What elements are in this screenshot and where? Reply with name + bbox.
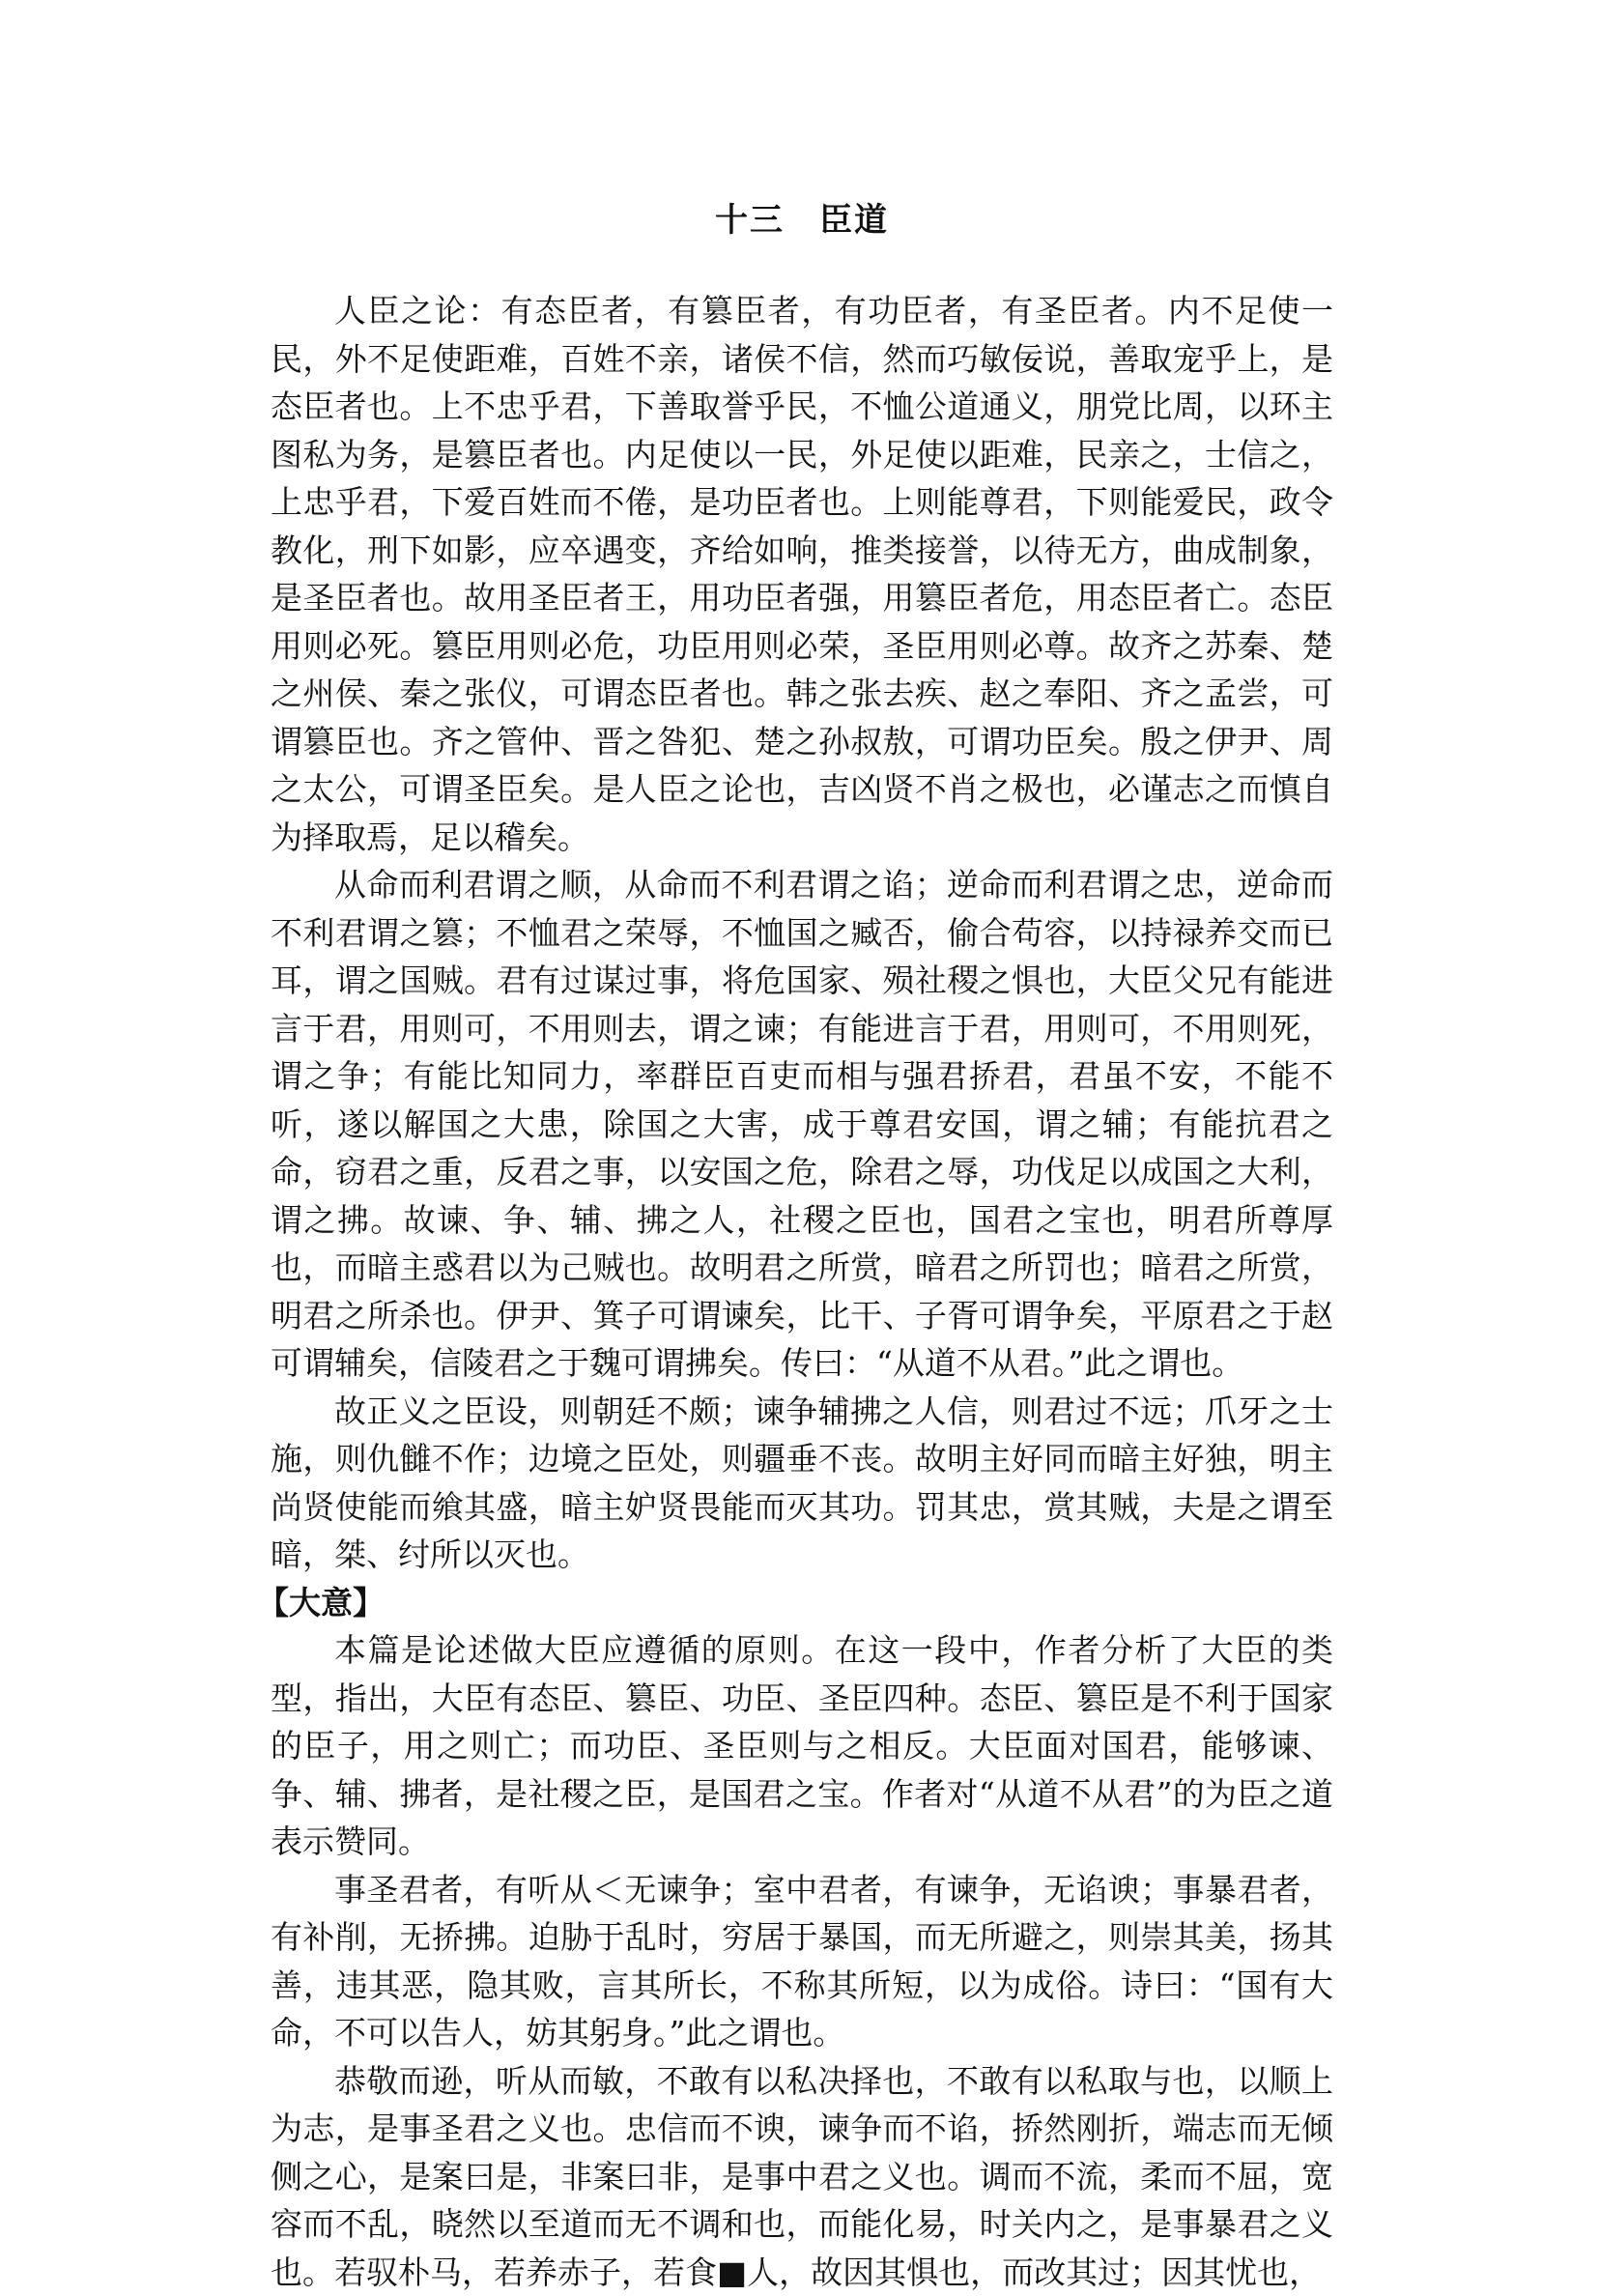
chapter-title: 十三 臣道 — [271, 200, 1333, 241]
section-heading: 【大意】 — [257, 1579, 1333, 1627]
paragraph: 事圣君者，有听从＜无谏争；室中君者，有谏争，无谄谀；事暴君者，有补削，无挢拂。迫胁于乱时，穷居于暴国，而无所避之，则崇其美，扬其善，违其恶，隐其败，言其所长，不称其所短，以为成俗。诗曰：“国有大命，不可以告人，妨其躬身。”此之谓也。 — [271, 1866, 1333, 2057]
paragraph: 恭敬而逊，听从而敏，不敢有以私决择也，不敢有以私取与也，以顺上为志，是事圣君之义也。忠信而不谀，谏争而不谄，挢然刚折，端志而无倾侧之心，是案曰是，非案曰非，是事中君之义也。调而不流，柔而不屈，宽容而不乱，晓然以至道而无不调和也，而能化易，时关内之，是事暴君之义也。若驭朴马，若养赤子，若食■人，故因其惧也，而改其过；因其忧也， — [271, 2057, 1333, 2296]
paragraph: 本篇是论述做大臣应遵循的原则。在这一段中，作者分析了大臣的类型，指出，大臣有态臣、篡臣、功臣、圣臣四种。态臣、篡臣是不利于国家的臣子，用之则亡；而功臣、圣臣则与之相反。大臣面对国君，能够谏、争、辅、拂者，是社稷之臣，是国君之宝。作者对“从道不从君”的为臣之道表示赞同。 — [271, 1626, 1333, 1866]
paragraph: 从命而利君谓之顺，从命而不利君谓之谄；逆命而利君谓之忠，逆命而不利君谓之篡；不恤君之荣辱，不恤国之臧否，偷合苟容，以持禄养交而已耳，谓之国贼。君有过谋过事，将危国家、殒社稷之惧也，大臣父兄有能进言于君，用则可，不用则去，谓之谏；有能进言于君，用则可，不用则死，谓之争；有能比知同力，率群臣百吏而相与强君挢君，君虽不安，不能不听，遂以解国之大患，除国之大害，成于尊君安国，谓之辅；有能抗君之命，窃君之重，反君之事，以安国之危，除君之辱，功伐足以成国之大利，谓之拂。故谏、争、辅、拂之人，社稷之臣也，国君之宝也，明君所尊厚也，而暗主惑君以为己贼也。故明君之所赏，暗君之所罚也；暗君之所赏，明君之所杀也。伊尹、箕子可谓谏矣，比干、子胥可谓争矣，平原君之于赵可谓辅矣，信陵君之于魏可谓拂矣。传曰：“从道不从君。”此之谓也。 — [271, 861, 1333, 1388]
paragraph: 人臣之论：有态臣者，有篡臣者，有功臣者，有圣臣者。内不足使一民，外不足使距难，百姓不亲，诸侯不信，然而巧敏佞说，善取宠乎上，是态臣者也。上不忠乎君，下善取誉乎民，不恤公道通义，朋党比周，以环主图私为务，是篡臣者也。内足使以一民，外足使以距难，民亲之，士信之，上忠乎君，下爱百姓而不倦，是功臣者也。上则能尊君，下则能爱民，政令教化，刑下如影，应卒遇变，齐给如响，推类接誉，以待无方，曲成制象，是圣臣者也。故用圣臣者王，用功臣者强，用篡臣者危，用态臣者亡。态臣用则必死。篡臣用则必危，功臣用则必荣，圣臣用则必尊。故齐之苏秦、楚之州侯、秦之张仪，可谓态臣者也。韩之张去疾、赵之奉阳、齐之孟尝，可谓篡臣也。齐之管仲、晋之咎犯、楚之孙叔敖，可谓功臣矣。殷之伊尹、周之太公，可谓圣臣矣。是人臣之论也，吉凶贤不肖之极也，必谨志之而慎自为择取焉，足以稽矣。 — [271, 287, 1333, 861]
paragraph: 故正义之臣设，则朝廷不颇；谏争辅拂之人信，则君过不远；爪牙之士施，则仇雠不作；边境之臣处，则疆垂不丧。故明主好同而暗主好独，明主尚贤使能而飨其盛，暗主妒贤畏能而灭其功。罚其忠，赏其贼，夫是之谓至暗，桀、纣所以灭也。 — [271, 1388, 1333, 1579]
document-page — [271, 188, 1333, 2296]
